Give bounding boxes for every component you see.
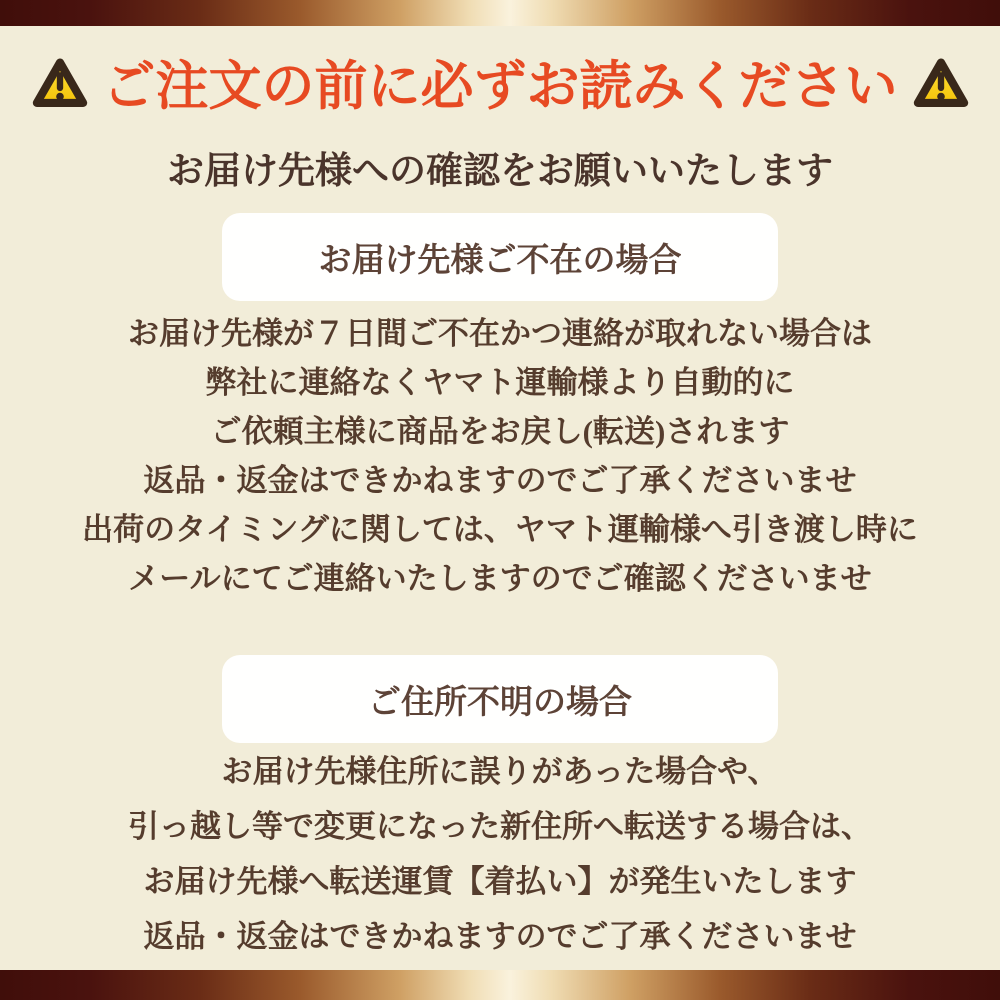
warning-icon	[31, 55, 89, 110]
text-line: 引っ越し等で変更になった新住所へ転送する場合は、	[128, 809, 872, 844]
text-line: 返品・返金はできかねますのでご了承くださいませ	[143, 463, 857, 498]
card-heading-unknown-address: ご住所不明の場合	[368, 684, 632, 721]
unknown-address-details	[0, 744, 1000, 964]
text-line: 返品・返金はできかねますのでご了承くださいませ	[143, 919, 857, 954]
text-line: お届け先様へ転送運賃【着払い】が発生いたします	[143, 864, 857, 899]
warning-icon	[912, 55, 970, 110]
text-line: 出荷のタイミングに関しては、ヤマト運輸様へ引き渡し時に	[82, 512, 918, 547]
card-heading-recipient-absent: お届け先様ご不在の場合	[318, 242, 682, 279]
page-subtitle: お届け先様への確認をお願いいたします	[167, 151, 833, 192]
text-line: メールにてご連絡いたしますのでご確認くださいませ	[128, 561, 872, 596]
text-line: ご依頼主様に商品をお戻し(転送)されます	[210, 414, 790, 449]
page-title: ご注文の前に必ずお読みください	[102, 58, 898, 116]
text-line: お届け先様が７日間ご不在かつ連絡が取れない場合は	[128, 316, 872, 351]
decorative-bottom-border	[0, 970, 1000, 1000]
notice-card-unknown-address	[222, 655, 778, 743]
text-line: 弊社に連絡なくヤマト運輸様より自動的に	[205, 365, 795, 400]
recipient-absent-details	[0, 309, 1000, 603]
page-title-row	[0, 44, 1000, 120]
notice-card-recipient-absent	[222, 213, 778, 301]
decorative-top-border	[0, 0, 1000, 26]
text-line: お届け先様住所に誤りがあった場合や、	[221, 754, 779, 789]
